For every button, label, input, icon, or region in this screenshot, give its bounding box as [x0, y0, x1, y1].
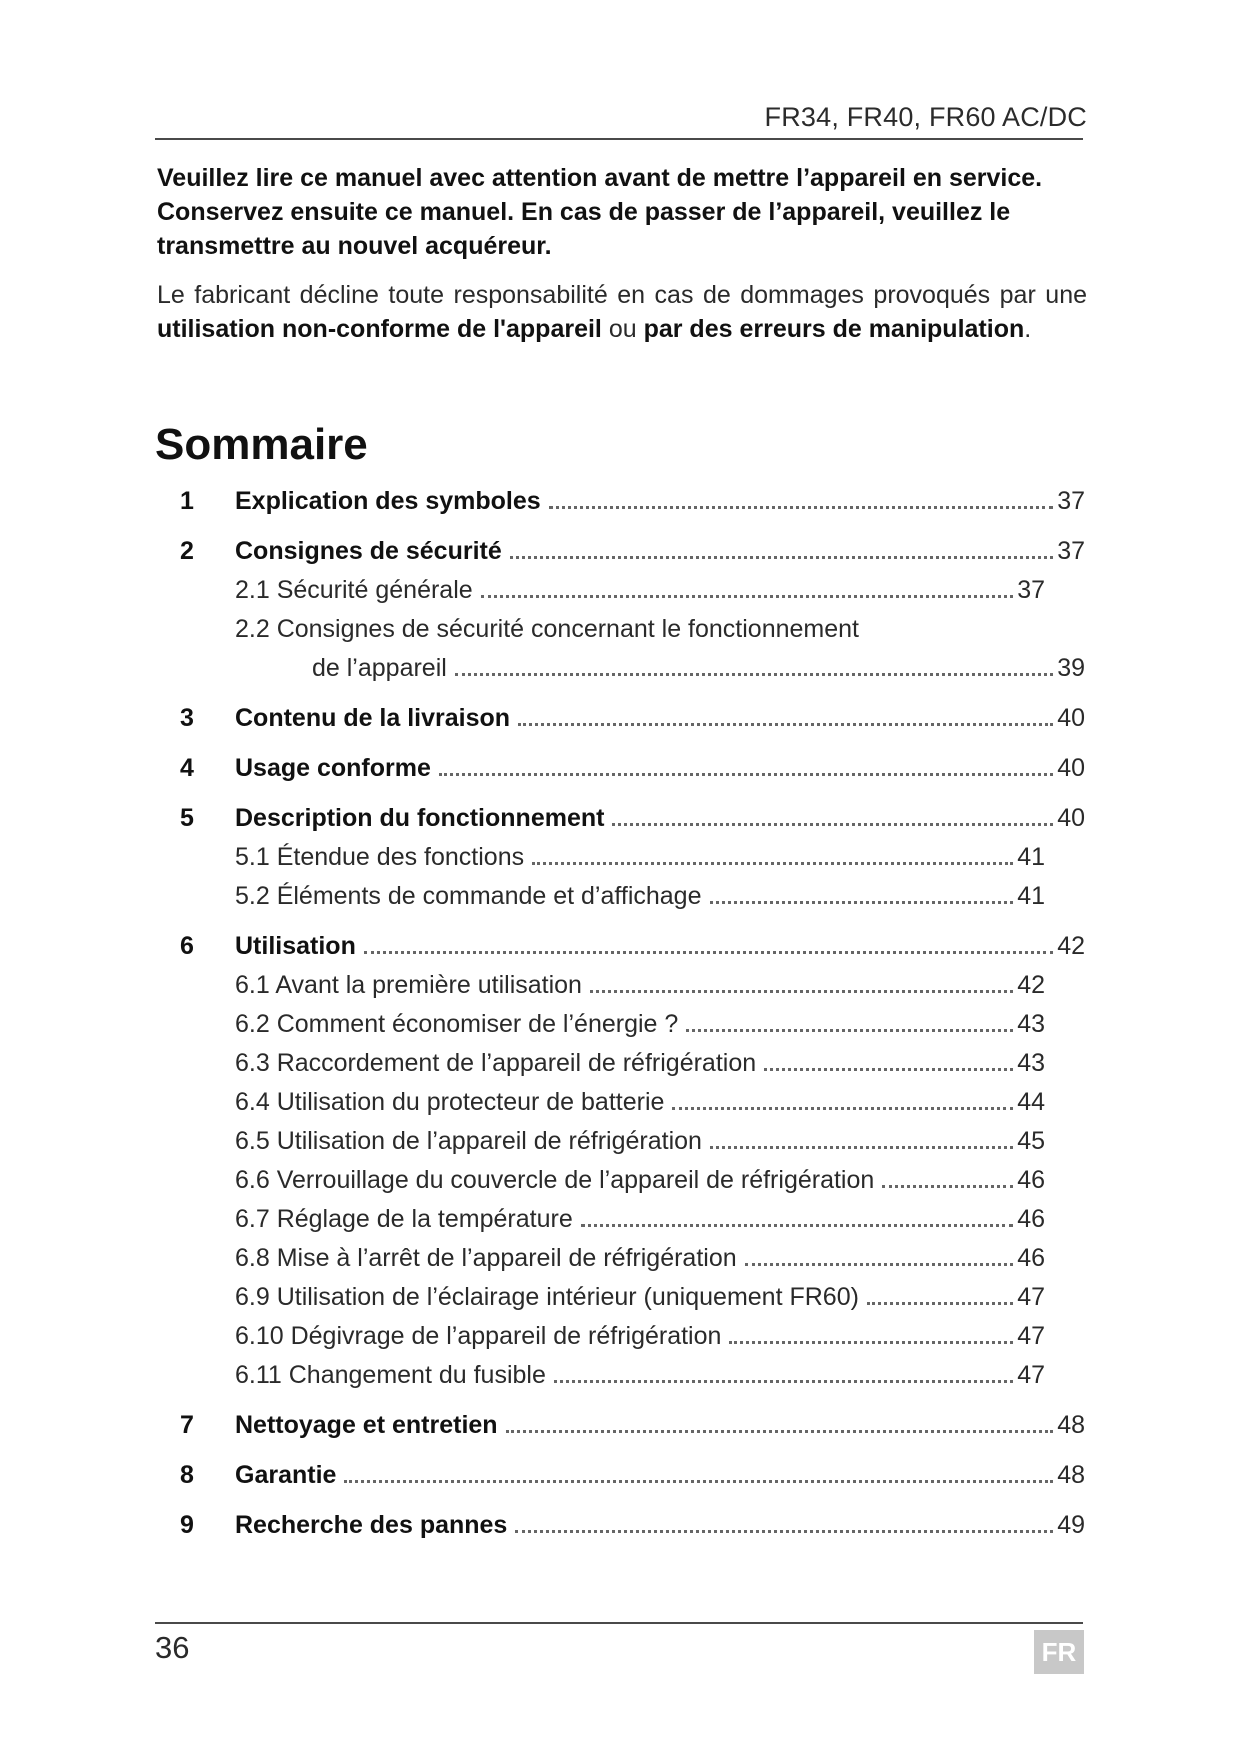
toc-entry-page: 46	[1017, 1166, 1045, 1194]
toc-entry-number: 8	[180, 1461, 194, 1489]
toc-leader-dots	[612, 823, 1053, 826]
toc-entry-3[interactable]	[170, 704, 1085, 743]
toc-leader-dots	[686, 1029, 1013, 1032]
toc-entry-number: 6	[180, 932, 194, 960]
toc-entry-label: 6.10 Dégivrage de l’appareil de réfrigération	[235, 1322, 722, 1350]
toc-entry-label: 2.2 Consignes de sécurité concernant le fonctionnement	[235, 615, 859, 643]
toc-entry-label: Garantie	[235, 1461, 337, 1489]
toc-entry-5[interactable]	[170, 804, 1085, 843]
toc-entry-label: 5.1 Étendue des fonctions	[235, 843, 525, 871]
toc-entry-page: 48	[1057, 1411, 1085, 1439]
toc-entry-page: 41	[1017, 843, 1045, 871]
toc-entry-number: 3	[180, 704, 194, 732]
toc-entry-page: 42	[1057, 932, 1085, 960]
toc-entry-number: 5	[180, 804, 194, 832]
toc-entry-6-1[interactable]	[170, 971, 1085, 1010]
toc-entry-page: 46	[1017, 1244, 1045, 1272]
toc-leader-dots	[867, 1302, 1013, 1305]
toc-leader-dots	[481, 595, 1014, 598]
toc-entry-2-2-continued[interactable]	[170, 654, 1085, 693]
toc-leader-dots	[710, 1146, 1013, 1149]
toc-entry-page: 47	[1017, 1322, 1045, 1350]
toc-entry-6-10[interactable]	[170, 1322, 1085, 1361]
toc-entry-page: 37	[1057, 487, 1085, 515]
toc-leader-dots	[710, 901, 1014, 904]
toc-entry-5-1[interactable]	[170, 843, 1085, 882]
toc-entry-label: 6.3 Raccordement de l’appareil de réfrigération	[235, 1049, 757, 1077]
language-badge: FR	[1034, 1630, 1084, 1674]
page-number: 36	[155, 1630, 190, 1665]
toc-entry-page: 39	[1057, 654, 1085, 682]
toc-entry-6-7[interactable]	[170, 1205, 1085, 1244]
reading-notice: Veuillez lire ce manuel avec attention avant de mettre l’appareil en service. Conservez ensuite ce manuel. En cas de passer de l’appareil, veuillez le transmettre au nouvel acquéreur.	[157, 164, 1043, 260]
toc-entry-7[interactable]	[170, 1411, 1085, 1450]
footer-divider	[155, 1622, 1083, 1624]
header-model-title: FR34, FR40, FR60 AC/DC	[764, 102, 1087, 132]
table-of-contents	[170, 487, 1085, 1550]
toc-entry-page: 44	[1017, 1088, 1045, 1116]
toc-entry-label: Utilisation	[235, 932, 356, 960]
toc-entry-label: 5.2 Éléments de commande et d’affichage	[235, 882, 702, 910]
toc-entry-label: 6.6 Verrouillage du couvercle de l’appareil de réfrigération	[235, 1166, 875, 1194]
toc-leader-dots	[745, 1263, 1014, 1266]
toc-entry-6[interactable]	[170, 932, 1085, 971]
toc-entry-label: Usage conforme	[235, 754, 431, 782]
toc-entry-page: 37	[1017, 576, 1045, 604]
toc-entry-page: 40	[1057, 754, 1085, 782]
toc-entry-label: Consignes de sécurité	[235, 537, 502, 565]
liability-text-2: ou	[601, 315, 644, 343]
toc-entry-6-8[interactable]	[170, 1244, 1085, 1283]
toc-entry-number: 1	[180, 487, 194, 515]
toc-leader-dots	[549, 506, 1054, 509]
toc-leader-dots	[672, 1107, 1013, 1110]
toc-entry-label: Description du fonctionnement	[235, 804, 605, 832]
toc-entry-label: 2.1 Sécurité générale	[235, 576, 473, 604]
toc-entry-2-1[interactable]	[170, 576, 1085, 615]
toc-entry-label: Contenu de la livraison	[235, 704, 511, 732]
toc-title: Sommaire	[155, 420, 368, 469]
liability-bold-1: utilisation non-conforme de l'appareil	[157, 315, 602, 343]
toc-leader-dots	[506, 1430, 1054, 1433]
toc-entry-9[interactable]	[170, 1511, 1085, 1550]
toc-leader-dots	[729, 1341, 1013, 1344]
liability-text-3: .	[1024, 315, 1032, 343]
toc-entry-page: 48	[1057, 1461, 1085, 1489]
toc-entry-label: Explication des symboles	[235, 487, 541, 515]
liability-text-1: Le fabricant décline toute responsabilité en cas de dommages provoqués par une	[157, 281, 1087, 309]
toc-entry-6-11[interactable]	[170, 1361, 1085, 1400]
toc-entry-label-continued: de l’appareil	[312, 654, 447, 682]
toc-leader-dots	[554, 1380, 1013, 1383]
toc-entry-page: 49	[1057, 1511, 1085, 1539]
toc-entry-2-2[interactable]	[170, 615, 1085, 654]
toc-entry-page: 46	[1017, 1205, 1045, 1233]
header-divider	[155, 138, 1083, 140]
toc-entry-page: 42	[1017, 971, 1045, 999]
toc-leader-dots	[532, 862, 1013, 865]
liability-bold-2: par des erreurs de manipulation	[643, 315, 1025, 343]
toc-entry-page: 43	[1017, 1010, 1045, 1038]
toc-entry-page: 47	[1017, 1283, 1045, 1311]
toc-entry-page: 40	[1057, 704, 1085, 732]
toc-entry-6-6[interactable]	[170, 1166, 1085, 1205]
toc-leader-dots	[764, 1068, 1013, 1071]
toc-entry-number: 7	[180, 1411, 194, 1439]
toc-leader-dots	[515, 1530, 1053, 1533]
toc-entry-label: 6.8 Mise à l’arrêt de l’appareil de réfrigération	[235, 1244, 737, 1272]
toc-entry-6-2[interactable]	[170, 1010, 1085, 1049]
toc-leader-dots	[439, 773, 1053, 776]
toc-entry-label: Nettoyage et entretien	[235, 1411, 498, 1439]
toc-entry-8[interactable]	[170, 1461, 1085, 1500]
toc-entry-number: 4	[180, 754, 194, 782]
toc-entry-6-5[interactable]	[170, 1127, 1085, 1166]
toc-entry-label: 6.9 Utilisation de l’éclairage intérieur (uniquement FR60)	[235, 1283, 859, 1311]
toc-leader-dots	[364, 951, 1053, 954]
toc-entry-label: Recherche des pannes	[235, 1511, 508, 1539]
toc-entry-label: 6.1 Avant la première utilisation	[235, 971, 582, 999]
toc-leader-dots	[518, 723, 1053, 726]
toc-entry-label: 6.4 Utilisation du protecteur de batterie	[235, 1088, 665, 1116]
toc-entry-page: 41	[1017, 882, 1045, 910]
toc-leader-dots	[590, 990, 1013, 993]
toc-entry-6-3[interactable]	[170, 1049, 1085, 1088]
toc-entry-label: 6.5 Utilisation de l’appareil de réfrigération	[235, 1127, 702, 1155]
toc-entry-number: 9	[180, 1511, 194, 1539]
toc-entry-page: 37	[1057, 537, 1085, 565]
toc-entry-page: 40	[1057, 804, 1085, 832]
toc-entry-page: 45	[1017, 1127, 1045, 1155]
toc-leader-dots	[581, 1224, 1013, 1227]
toc-leader-dots	[455, 673, 1053, 676]
toc-entry-label: 6.11 Changement du fusible	[235, 1361, 546, 1389]
toc-entry-label: 6.7 Réglage de la température	[235, 1205, 573, 1233]
toc-entry-1[interactable]	[170, 487, 1085, 526]
toc-entry-number: 2	[180, 537, 194, 565]
toc-leader-dots	[882, 1185, 1013, 1188]
toc-leader-dots	[510, 556, 1053, 559]
liability-paragraph	[157, 278, 1087, 346]
toc-entry-6-9[interactable]	[170, 1283, 1085, 1322]
toc-entry-6-4[interactable]	[170, 1088, 1085, 1127]
toc-entry-2[interactable]	[170, 537, 1085, 576]
toc-entry-page: 43	[1017, 1049, 1045, 1077]
toc-entry-label: 6.2 Comment économiser de l’énergie ?	[235, 1010, 679, 1038]
toc-entry-4[interactable]	[170, 754, 1085, 793]
toc-entry-5-2[interactable]	[170, 882, 1085, 921]
toc-leader-dots	[344, 1480, 1053, 1483]
toc-entry-page: 47	[1017, 1361, 1045, 1389]
